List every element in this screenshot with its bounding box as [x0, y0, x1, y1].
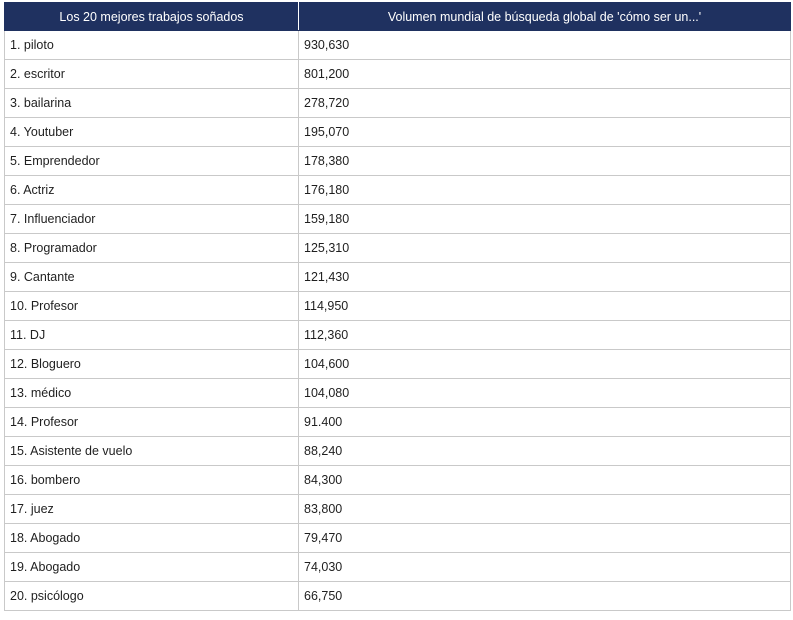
- table-row: [5, 321, 791, 350]
- table-row: [5, 466, 791, 495]
- job-cell: 1. piloto: [5, 31, 299, 60]
- search-volume-cell: 178,380: [299, 147, 791, 176]
- search-volume-cell: 176,180: [299, 176, 791, 205]
- search-volume-cell: 278,720: [299, 89, 791, 118]
- job-cell: 19. Abogado: [5, 553, 299, 582]
- search-volume-cell: 125,310: [299, 234, 791, 263]
- table-row: [5, 176, 791, 205]
- table-row: [5, 379, 791, 408]
- search-volume-cell: 74,030: [299, 553, 791, 582]
- job-cell: 2. escritor: [5, 60, 299, 89]
- search-volume-cell: 88,240: [299, 437, 791, 466]
- job-cell: 6. Actriz: [5, 176, 299, 205]
- job-cell: 10. Profesor: [5, 292, 299, 321]
- job-cell: 15. Asistente de vuelo: [5, 437, 299, 466]
- dream-jobs-table: [4, 2, 791, 611]
- search-volume-cell: 801,200: [299, 60, 791, 89]
- search-volume-cell: 84,300: [299, 466, 791, 495]
- table-row: [5, 292, 791, 321]
- job-cell: 7. Influenciador: [5, 205, 299, 234]
- job-cell: 4. Youtuber: [5, 118, 299, 147]
- table-row: [5, 60, 791, 89]
- table-row: [5, 408, 791, 437]
- job-cell: 14. Profesor: [5, 408, 299, 437]
- search-volume-cell: 91.400: [299, 408, 791, 437]
- search-volume-cell: 83,800: [299, 495, 791, 524]
- column-header-job: Los 20 mejores trabajos soñados: [5, 3, 299, 31]
- table-row: [5, 495, 791, 524]
- job-cell: 16. bombero: [5, 466, 299, 495]
- table-row: [5, 205, 791, 234]
- search-volume-cell: 121,430: [299, 263, 791, 292]
- table-row: [5, 263, 791, 292]
- job-cell: 12. Bloguero: [5, 350, 299, 379]
- job-cell: 9. Cantante: [5, 263, 299, 292]
- job-cell: 18. Abogado: [5, 524, 299, 553]
- table-row: [5, 350, 791, 379]
- dream-jobs-table-container: [4, 2, 790, 611]
- search-volume-cell: 104,080: [299, 379, 791, 408]
- search-volume-cell: 195,070: [299, 118, 791, 147]
- table-row: [5, 118, 791, 147]
- table-row: [5, 524, 791, 553]
- job-cell: 5. Emprendedor: [5, 147, 299, 176]
- table-row: [5, 582, 791, 611]
- job-cell: 8. Programador: [5, 234, 299, 263]
- search-volume-cell: 114,950: [299, 292, 791, 321]
- search-volume-cell: 112,360: [299, 321, 791, 350]
- search-volume-cell: 66,750: [299, 582, 791, 611]
- search-volume-cell: 104,600: [299, 350, 791, 379]
- job-cell: 13. médico: [5, 379, 299, 408]
- table-row: [5, 234, 791, 263]
- table-row: [5, 553, 791, 582]
- job-cell: 20. psicólogo: [5, 582, 299, 611]
- job-cell: 11. DJ: [5, 321, 299, 350]
- search-volume-cell: 930,630: [299, 31, 791, 60]
- table-row: [5, 89, 791, 118]
- table-body: [5, 31, 791, 611]
- search-volume-cell: 159,180: [299, 205, 791, 234]
- job-cell: 3. bailarina: [5, 89, 299, 118]
- search-volume-cell: 79,470: [299, 524, 791, 553]
- table-row: [5, 437, 791, 466]
- table-row: [5, 147, 791, 176]
- table-row: [5, 31, 791, 60]
- job-cell: 17. juez: [5, 495, 299, 524]
- table-header-row: [5, 3, 791, 31]
- column-header-search-volume: Volumen mundial de búsqueda global de 'cómo ser un...': [299, 3, 791, 31]
